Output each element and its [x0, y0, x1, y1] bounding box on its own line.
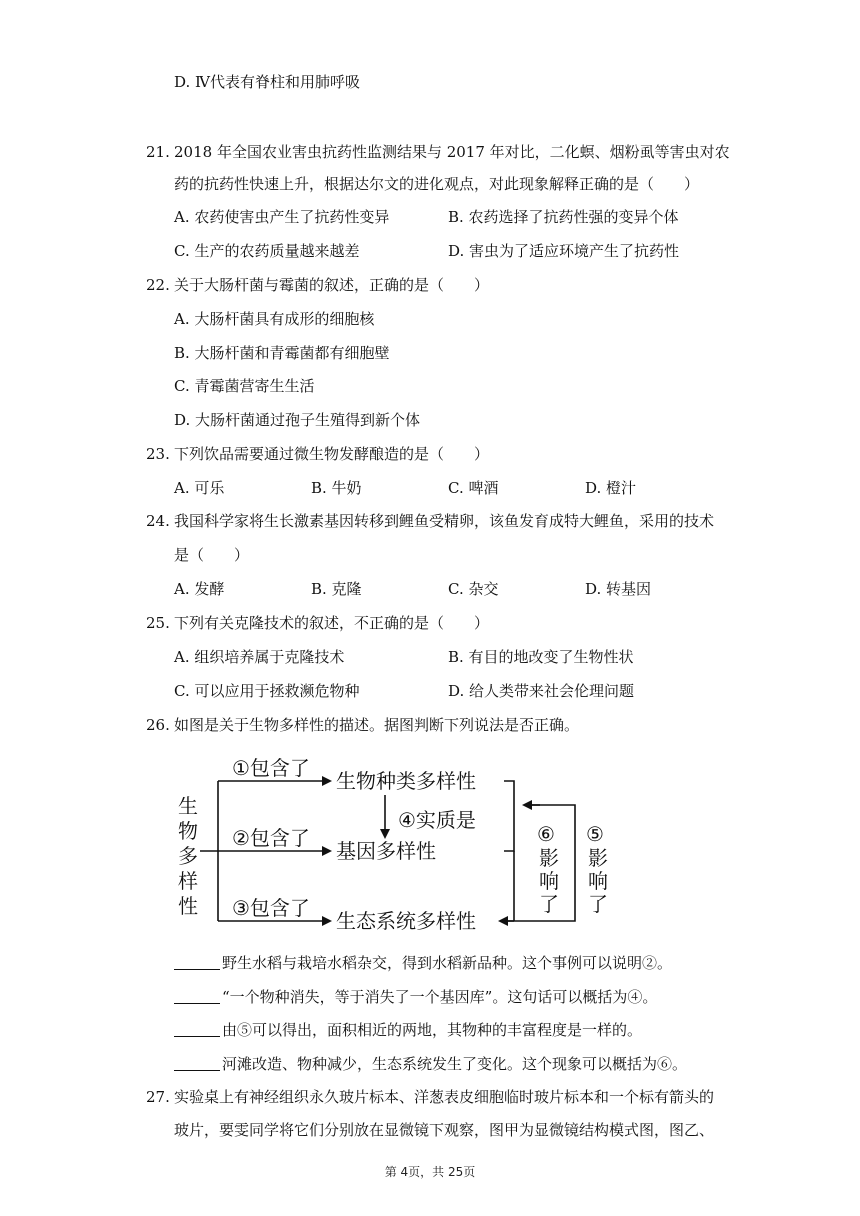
question-stem-cont: 玻片，要雯同学将它们分别放在显微镜下观察，图甲为显微镜结构模式图，图乙、 — [174, 1121, 715, 1139]
question-stem: 实验桌上有神经组织永久玻片标本、洋葱表皮细胞临时玻片标本和一个标有箭头的 — [174, 1088, 715, 1106]
diagram-left-char: 生 — [178, 794, 198, 818]
ecosystem-diversity-label: 生态系统多样性 — [336, 909, 476, 933]
option-d: D. 转基因 — [585, 580, 652, 598]
essence-label: ④实质是 — [398, 808, 476, 832]
label-5-num: ⑤ — [586, 822, 604, 846]
judgment-statement-1 — [174, 953, 672, 973]
diagram-left-char: 样 — [178, 869, 198, 893]
diagram-left-char: 性 — [178, 894, 198, 918]
option-b: B. 有目的地改变了生物性状 — [448, 648, 634, 666]
statement-text: “一个物种消失，等于消失了一个基因库”。这句话可以概括为④。 — [222, 988, 658, 1006]
question-number: 21. — [146, 143, 170, 161]
option-b: B. 克隆 — [311, 580, 362, 598]
answer-blank[interactable] — [174, 954, 220, 970]
option-c: C. 青霉菌营寄生生活 — [174, 377, 315, 395]
option-a: A. 组织培养属于克隆技术 — [174, 648, 345, 666]
diagram-left-char: 多 — [178, 844, 198, 868]
answer-blank[interactable] — [174, 1021, 220, 1037]
branch-2-label: ②包含了 — [232, 826, 310, 850]
question-stem: 下列饮品需要通过微生物发酵酿造的是（ ） — [174, 445, 490, 463]
judgment-statement-3 — [174, 1020, 642, 1040]
option-c: C. 可以应用于拯救濒危物种 — [174, 682, 360, 700]
label-6-char: 响 — [539, 869, 559, 893]
prev-question-option-d: D. Ⅳ代表有脊柱和用肺呼吸 — [174, 73, 361, 91]
judgment-statement-2 — [174, 987, 657, 1007]
option-c: C. 生产的农药质量越来越差 — [174, 242, 360, 260]
question-number: 22. — [146, 276, 170, 294]
option-c: C. 杂交 — [448, 580, 499, 598]
question-stem: 我国科学家将生长激素基因转移到鲤鱼受精卵，该鱼发育成特大鲤鱼，采用的技术 — [174, 512, 715, 530]
option-a: A. 农药使害虫产生了抗药性变异 — [174, 208, 390, 226]
label-6-num: ⑥ — [537, 822, 555, 846]
arrow-6-path — [504, 781, 514, 851]
option-d: D. 害虫为了适应环境产生了抗药性 — [448, 242, 680, 260]
option-c: C. 啤酒 — [448, 479, 499, 497]
option-d: D. 橙汁 — [585, 479, 637, 497]
label-5-char: 响 — [588, 869, 608, 893]
page-footer: 第 4页，共 25页 — [384, 1165, 476, 1179]
genetic-diversity-label: 基因多样性 — [336, 839, 436, 863]
label-5-char: 影 — [588, 846, 608, 870]
question-number: 23. — [146, 445, 170, 463]
label-5-char: 了 — [588, 892, 608, 916]
biodiversity-diagram — [0, 745, 860, 945]
option-a: A. 可乐 — [174, 479, 225, 497]
question-stem: 2018 年全国农业害虫抗药性监测结果与 2017 年对比，二化螟、烟粉虱等害虫对农 — [174, 143, 730, 161]
statement-text: 由⑤可以得出，面积相近的两地，其物种的丰富程度是一样的。 — [222, 1021, 643, 1039]
answer-blank[interactable] — [174, 988, 220, 1004]
option-a: A. 大肠杆菌具有成形的细胞核 — [174, 310, 375, 328]
answer-blank[interactable] — [174, 1055, 220, 1071]
option-d: D. 给人类带来社会伦理问题 — [448, 682, 635, 700]
question-number: 24. — [146, 512, 170, 530]
question-stem-cont: 是（ ） — [174, 546, 250, 564]
option-b: B. 牛奶 — [311, 479, 362, 497]
diagram-left-char: 物 — [178, 819, 198, 843]
question-stem-cont: 药的抗药性快速上升，根据达尔文的进化观点，对此现象解释正确的是（ ） — [174, 175, 700, 193]
option-b: B. 农药选择了抗药性强的变异个体 — [448, 208, 679, 226]
option-b: B. 大肠杆菌和青霉菌都有细胞壁 — [174, 344, 390, 362]
label-6-char: 影 — [539, 846, 559, 870]
statement-text: 野生水稻与栽培水稻杂交，得到水稻新品种。这个事例可以说明②。 — [222, 954, 673, 972]
question-stem: 如图是关于生物多样性的描述。据图判断下列说法是否正确。 — [174, 716, 580, 734]
option-d: D. 大肠杆菌通过孢子生殖得到新个体 — [174, 411, 421, 429]
question-number: 26. — [146, 716, 170, 734]
branch-1-label: ①包含了 — [232, 756, 310, 780]
label-6-char: 了 — [539, 892, 559, 916]
option-a: A. 发酵 — [174, 580, 225, 598]
branch-3-label: ③包含了 — [232, 896, 310, 920]
question-number: 25. — [146, 614, 170, 632]
question-stem: 下列有关克隆技术的叙述，不正确的是（ ） — [174, 614, 490, 632]
species-diversity-label: 生物种类多样性 — [336, 769, 476, 793]
judgment-statement-4 — [174, 1054, 687, 1074]
question-stem: 关于大肠杆菌与霉菌的叙述，正确的是（ ） — [174, 276, 490, 294]
question-number: 27. — [146, 1088, 170, 1106]
statement-text: 河滩改造、物种减少，生态系统发生了变化。这个现象可以概括为⑥。 — [222, 1055, 688, 1073]
